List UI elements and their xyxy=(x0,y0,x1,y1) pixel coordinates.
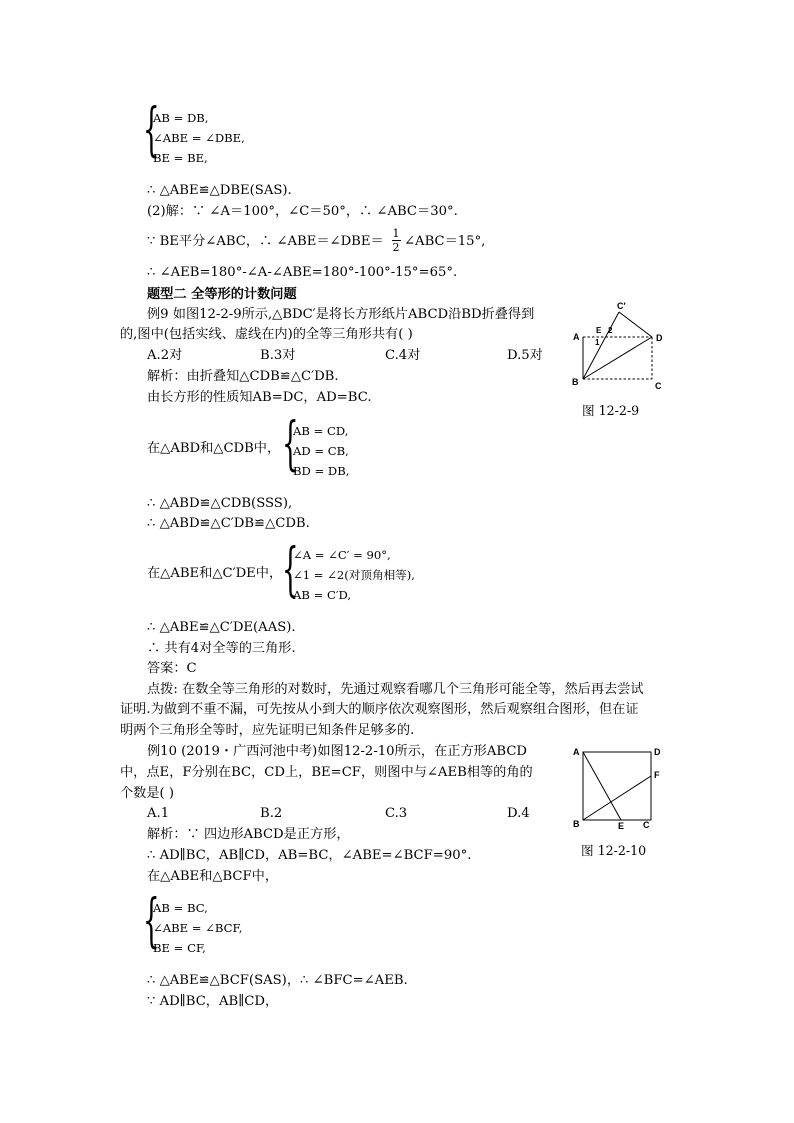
example10-line3: 个数是( ) xyxy=(120,786,175,801)
fig9-label-d: D xyxy=(656,333,663,343)
brace-4: { xyxy=(143,886,160,954)
bisect-line-a: ∵ BE平分∠ABC，∴ ∠ABE＝∠DBE＝ xyxy=(147,234,384,249)
fig9-label-c: C xyxy=(655,381,662,391)
fraction-denominator: 2 xyxy=(392,241,400,254)
fig9-label-cprime: C′ xyxy=(617,301,626,311)
example9-conclusion-3: ∴ △ABE≌△C′DE(AAS). xyxy=(147,620,296,635)
example10-option-d: D.4 xyxy=(507,806,530,821)
figure-12-2-10 xyxy=(568,742,668,832)
system-1-line-1: AB = DB, xyxy=(153,111,209,125)
example9-in-abd-cdb: 在△ABD和△CDB中， xyxy=(147,441,281,456)
system-4-line-2: ∠ABE = ∠BCF, xyxy=(153,921,243,935)
brace-1: { xyxy=(143,95,160,163)
conclusion-sas-1: ∴ △ABE≌△DBE(SAS). xyxy=(147,183,292,198)
example10-conclusion-1: ∴ △ABE≌△BCF(SAS)，∴ ∠BFC=∠AEB. xyxy=(147,973,408,988)
system-3-line-2: ∠1 = ∠2(对顶角相等), xyxy=(293,568,415,582)
example9-answer: 答案：C xyxy=(147,661,197,676)
example10-line1: 例10 (2019・广西河池中考)如图12-2-10所示，在正方形ABCD xyxy=(147,744,527,759)
fig9-label-b: B xyxy=(572,377,579,387)
fig9-label-e: E xyxy=(596,326,602,335)
example10-line2: 中，点E，F分别在BC，CD上，BE=CF，则图中与∠AEB相等的角的 xyxy=(120,765,533,780)
example9-tip-2: 证明.为做到不重不漏，可先按从小到大的顺序依次观察图形，然后观察组合图形，但在证 xyxy=(120,702,639,717)
example9-tip-3: 明两个三角形全等时，应先证明已知条件足够多的. xyxy=(120,723,415,738)
example9-analysis-2: 由长方形的性质知AB=DC，AD=BC. xyxy=(147,390,372,405)
fig10-label-b: B xyxy=(573,819,580,829)
example10-conclusion-2: ∵ AD∥BC，AB∥CD， xyxy=(147,994,279,1009)
system-4-line-1: AB = BC, xyxy=(153,901,208,915)
fig9-label-a: A xyxy=(573,332,580,342)
system-3-line-3: AB = C′D, xyxy=(293,588,352,602)
figure-12-2-9-caption: 图 12-2-9 xyxy=(582,403,640,418)
fig9-label-2: 2 xyxy=(608,326,613,335)
example9-option-c: C.4对 xyxy=(385,348,421,363)
example9-option-b: B.3对 xyxy=(260,348,296,363)
example9-analysis-1: 解析：由折叠知△CDB≌△C′DB. xyxy=(147,369,339,384)
fig10-label-c: C xyxy=(643,820,650,830)
example9-conclusion-4: ∴ 共有4对全等的三角形. xyxy=(147,641,296,656)
fraction-numerator: 1 xyxy=(392,227,400,240)
bisect-line-b: ∠ABC＝15°, xyxy=(404,234,486,249)
fig10-label-a: A xyxy=(573,747,580,757)
figure-12-2-10-caption: 图 12-2-10 xyxy=(581,843,647,858)
example10-analysis-2: ∴ AD∥BC，AB∥CD，AB=BC，∠ABE=∠BCF=90°. xyxy=(147,848,472,863)
example9-option-d: D.5对 xyxy=(507,348,543,363)
system-4-line-3: BE = CF, xyxy=(153,941,206,955)
system-2-line-3: BD = DB, xyxy=(293,464,350,478)
example10-option-b: B.2 xyxy=(260,806,283,821)
example9-option-a: A.2对 xyxy=(147,348,183,363)
system-3-line-1: ∠A = ∠C′ = 90°, xyxy=(293,548,391,562)
example9-conclusion-2: ∴ △ABD≌△C′DB≌△CDB. xyxy=(147,516,310,531)
system-1-line-2: ∠ABE = ∠DBE, xyxy=(153,131,245,145)
section-heading: 题型二 全等形的计数问题 xyxy=(147,287,297,302)
example10-analysis-1: 解析：∵ 四边形ABCD是正方形， xyxy=(147,827,350,842)
fig10-label-d: D xyxy=(654,747,661,757)
example9-in-abe-cde: 在△ABE和△C′DE中， xyxy=(147,566,283,581)
part2-solution: (2)解：∵ ∠A＝100°，∠C＝50°，∴ ∠ABC＝30°. xyxy=(147,204,458,219)
fig9-label-1: 1 xyxy=(595,338,600,347)
fig10-label-f: F xyxy=(654,770,660,780)
figure-12-2-9 xyxy=(560,300,680,400)
example9-conclusion-1: ∴ △ABD≌△CDB(SSS), xyxy=(147,496,293,511)
example9-line2: 的,图中(包括实线、虚线在内)的全等三角形共有( ) xyxy=(120,327,413,342)
brace-2: { xyxy=(282,409,299,477)
example10-option-a: A.1 xyxy=(147,806,170,821)
example10-analysis-3: 在△ABE和△BCF中， xyxy=(147,869,279,884)
system-2-line-1: AB = CD, xyxy=(293,424,349,438)
example10-option-c: C.3 xyxy=(385,806,408,821)
example9-line1: 例9 如图12-2-9所示,△BDC′是将长方形纸片ABCD沿BD折叠得到 xyxy=(147,307,535,322)
brace-3: { xyxy=(282,535,299,603)
system-2-line-2: AD = CB, xyxy=(293,444,349,458)
angle-aeb-line: ∴ ∠AEB=180°-∠A-∠ABE=180°-100°-15°=65°. xyxy=(147,265,458,280)
fig10-label-e: E xyxy=(618,821,625,831)
system-1-line-3: BE = BE, xyxy=(153,151,208,165)
example9-tip-1: 点拨: 在数全等三角形的对数时，先通过观察看哪几个三角形可能全等，然后再去尝试 xyxy=(147,682,644,697)
